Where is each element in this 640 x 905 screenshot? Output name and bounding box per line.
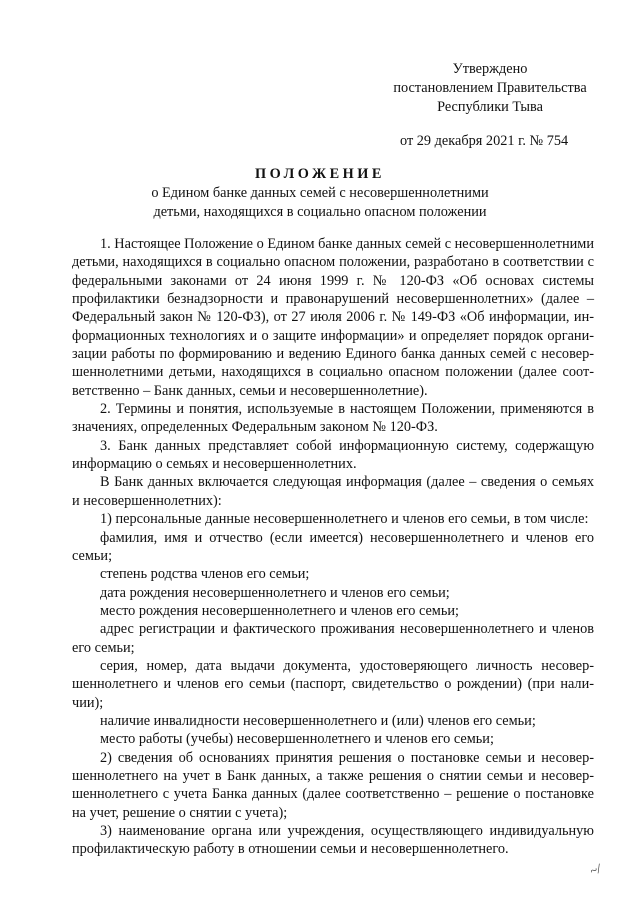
paragraph-7: степень родства членов его семьи;	[100, 566, 310, 583]
page-initials-mark: ~/	[587, 860, 603, 879]
paragraph-15: 3) наименование органа или учреждения, осуществляющего индивидуальную профилактическую работу в отношении семьи и несовершеннолетнего.	[72, 823, 594, 858]
title-line-2: детьми, находящихся в социально опасном положении	[153, 204, 487, 220]
paragraph-6: фамилия, имя и отчество (если имеется) несовершеннолетнего и членов его семьи;	[72, 529, 594, 564]
paragraph-4: В Банк данных включается следующая информация (далее – сведения о семьях и несовершеннолетних):	[72, 474, 594, 509]
paragraph-3: 3. Банк данных представляет собой информационную систему, содержащую информацию о семьях и несовершеннолетних.	[72, 437, 594, 473]
paragraph-11: серия, номер, дата выдачи документа, удостоверяющего личность несовершеннолетнего и членов его семьи (паспорт, свидетельство о рождении) (при наличии);	[72, 657, 594, 711]
approval-date: от 29 декабря 2021 г. № 754	[400, 133, 569, 149]
approval-line-3: Республики Тыва	[437, 99, 543, 115]
document-body	[72, 235, 594, 859]
title-line-1: о Едином банке данных семей с несовершеннолетними	[151, 185, 489, 201]
paragraph-14: 2) сведения об основаниях принятия решения о постановке семьи и несовершеннолетнего на учет в Банк данных, а также решения о снятии семьи и несовершеннолетнего с учета Банка данных (далее соответственно – решение о постановке на учет, решение о снятии с учета);	[72, 749, 594, 821]
approval-line-2: постановлением Правительства	[393, 80, 587, 96]
paragraph-9: место рождения несовершеннолетнего и членов его семьи;	[100, 602, 459, 619]
paragraph-13: место работы (учебы) несовершеннолетнего и членов его семьи;	[100, 731, 494, 748]
document-title	[50, 165, 590, 222]
paragraph-2: 2. Термины и понятия, используемые в настоящем Положении, применяются в значениях, определенных Федеральным законом № 120-ФЗ.	[72, 401, 594, 436]
title-word: ПОЛОЖЕНИЕ	[255, 166, 385, 182]
paragraph-5: 1) персональные данные несовершеннолетнего и членов его семьи, в том числе:	[100, 511, 589, 528]
approval-line-1: Утверждено	[452, 61, 528, 77]
paragraph-1: 1. Настоящее Положение о Едином банке данных семей с несовершеннолетними детьми, находящихся в социально опасном положении, разработано в соответствии с федеральными законами от 24 июня 1999 г. № 120-ФЗ «Об основах системы профилактики безнадзорности и правонарушений несовершеннолетних» (далее – Федеральный закон № 120-ФЗ), от 27 июля 2006 г. № 149-ФЗ «Об информации, информационных технологиях и о защите информации» и определяет порядок организации работы по формированию и ведению Единого банка данных семей с несовершеннолетними детьми, находящихся в социально опасном положении (далее соответственно – Банк данных, семьи и несовершеннолетние).	[72, 236, 594, 399]
paragraph-12: наличие инвалидности несовершеннолетнего и (или) членов его семьи;	[100, 712, 536, 729]
approval-stamp	[380, 60, 600, 149]
paragraph-8: дата рождения несовершеннолетнего и членов его семьи;	[100, 584, 450, 601]
paragraph-10: адрес регистрации и фактического проживания несовершеннолетнего и членов его семьи;	[72, 621, 594, 656]
